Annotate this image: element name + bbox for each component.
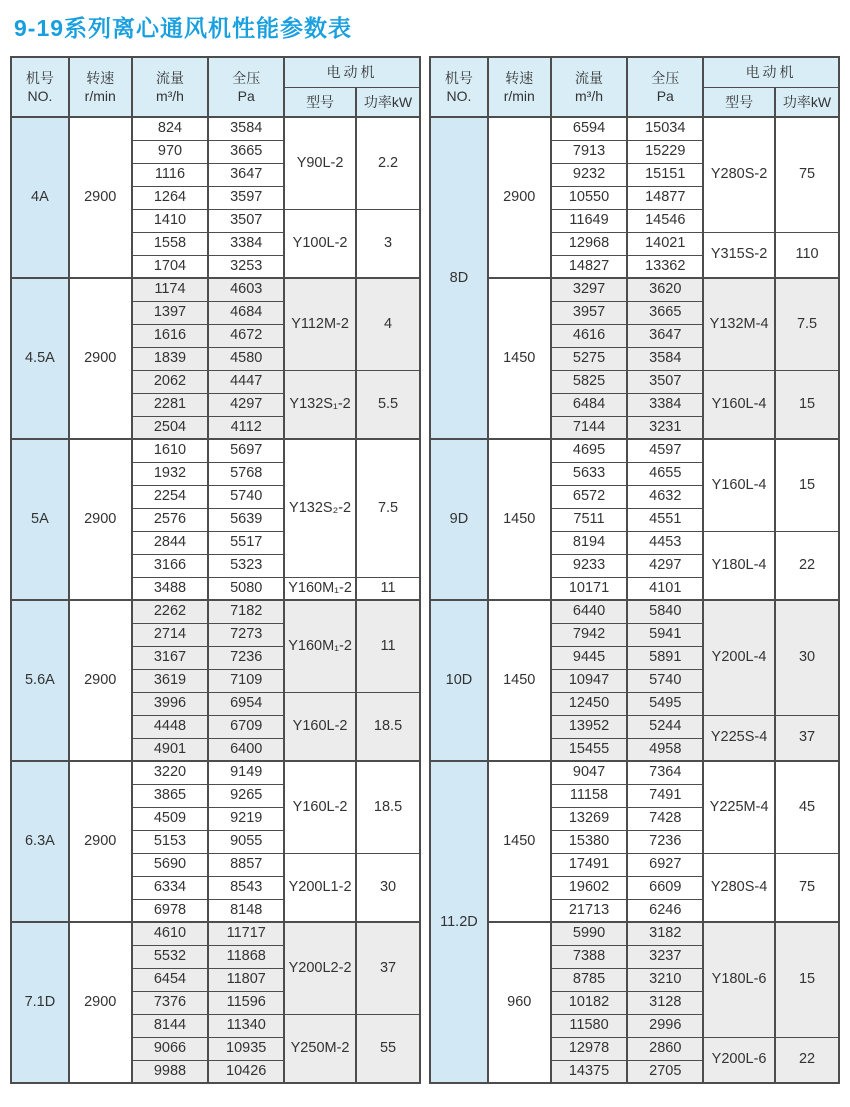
flow-cell: 4448 (132, 715, 209, 738)
header-label: 转速 (505, 69, 534, 86)
motor-power-cell: 18.5 (356, 761, 420, 853)
pressure-cell: 6609 (627, 876, 703, 899)
motor-model-cell: Y200L2-2 (284, 922, 356, 1014)
flow-cell: 11580 (551, 1014, 628, 1037)
col-header-motor: 电动机 (703, 57, 839, 87)
pressure-cell: 4632 (627, 485, 703, 508)
pressure-cell: 3253 (208, 255, 284, 278)
motor-model-cell: Y160L-2 (284, 692, 356, 761)
pressure-cell: 5941 (627, 623, 703, 646)
motor-power-cell: 3 (356, 209, 420, 278)
table-row (11, 922, 420, 945)
pressure-cell: 5697 (208, 439, 284, 462)
pressure-cell: 5840 (627, 600, 703, 623)
pressure-cell: 7236 (208, 646, 284, 669)
pressure-cell: 2860 (627, 1037, 703, 1060)
speed-cell: 2900 (69, 439, 132, 600)
pressure-cell: 7109 (208, 669, 284, 692)
motor-model-cell: Y315S-2 (703, 232, 775, 278)
header-row (11, 57, 420, 87)
header-label: m³/h (575, 88, 604, 104)
pressure-cell: 11717 (208, 922, 284, 945)
flow-cell: 6440 (551, 600, 628, 623)
motor-power-cell: 75 (775, 853, 839, 922)
model-no-cell: 10D (430, 600, 488, 761)
pressure-cell: 10426 (208, 1060, 284, 1083)
flow-cell: 1839 (132, 347, 209, 370)
col-header-motor-model: 型号 (284, 87, 356, 117)
pressure-cell: 4672 (208, 324, 284, 347)
flow-cell: 5532 (132, 945, 209, 968)
table-row (430, 761, 839, 784)
flow-cell: 5690 (132, 853, 209, 876)
pressure-cell: 9265 (208, 784, 284, 807)
model-no-cell: 6.3A (11, 761, 69, 922)
motor-model-cell: Y160L-4 (703, 370, 775, 439)
pressure-cell: 6927 (627, 853, 703, 876)
flow-cell: 1174 (132, 278, 209, 301)
flow-cell: 8144 (132, 1014, 209, 1037)
pressure-cell: 13362 (627, 255, 703, 278)
col-header-speed (488, 57, 551, 117)
motor-power-cell: 30 (356, 853, 420, 922)
flow-cell: 3166 (132, 554, 209, 577)
pressure-cell: 14546 (627, 209, 703, 232)
flow-cell: 1116 (132, 163, 209, 186)
table-row (430, 117, 839, 140)
pressure-cell: 3231 (627, 416, 703, 439)
pressure-cell: 5891 (627, 646, 703, 669)
flow-cell: 3957 (551, 301, 628, 324)
motor-power-cell: 75 (775, 117, 839, 232)
flow-cell: 10171 (551, 577, 628, 600)
header-label: r/min (84, 88, 116, 104)
flow-cell: 1616 (132, 324, 209, 347)
motor-power-cell: 15 (775, 439, 839, 531)
pressure-cell: 3128 (627, 991, 703, 1014)
flow-cell: 1932 (132, 462, 209, 485)
pressure-cell: 4597 (627, 439, 703, 462)
header-label: NO. (446, 88, 472, 104)
pressure-cell: 2705 (627, 1060, 703, 1083)
model-no-cell: 4A (11, 117, 69, 278)
header-label: 机号 (444, 69, 473, 86)
motor-power-cell: 37 (775, 715, 839, 761)
col-header-model-no (430, 57, 488, 117)
speed-cell: 2900 (69, 278, 132, 439)
col-header-motor-power: 功率kW (356, 87, 420, 117)
pressure-cell: 3647 (208, 163, 284, 186)
pressure-cell: 3210 (627, 968, 703, 991)
header-label: 全压 (232, 69, 261, 86)
pressure-cell: 14877 (627, 186, 703, 209)
flow-cell: 5153 (132, 830, 209, 853)
flow-cell: 3297 (551, 278, 628, 301)
motor-model-cell: Y100L-2 (284, 209, 356, 278)
pressure-cell: 7491 (627, 784, 703, 807)
flow-cell: 970 (132, 140, 209, 163)
header-label: 流量 (575, 69, 604, 86)
col-header-motor-model: 型号 (703, 87, 775, 117)
pressure-cell: 15151 (627, 163, 703, 186)
flow-cell: 2281 (132, 393, 209, 416)
pressure-cell: 7273 (208, 623, 284, 646)
motor-power-cell: 5.5 (356, 370, 420, 439)
flow-cell: 7511 (551, 508, 628, 531)
motor-model-cell: Y132S₂-2 (284, 439, 356, 577)
flow-cell: 15380 (551, 830, 628, 853)
speed-cell: 2900 (69, 117, 132, 278)
flow-cell: 3167 (132, 646, 209, 669)
flow-cell: 6572 (551, 485, 628, 508)
pressure-cell: 6246 (627, 899, 703, 922)
motor-power-cell: 22 (775, 531, 839, 600)
flow-cell: 15455 (551, 738, 628, 761)
flow-cell: 10947 (551, 669, 628, 692)
motor-power-cell: 4 (356, 278, 420, 370)
pressure-cell: 8857 (208, 853, 284, 876)
flow-cell: 1558 (132, 232, 209, 255)
flow-cell: 3220 (132, 761, 209, 784)
flow-cell: 2844 (132, 531, 209, 554)
model-no-cell: 5.6A (11, 600, 69, 761)
flow-cell: 9445 (551, 646, 628, 669)
flow-cell: 3488 (132, 577, 209, 600)
pressure-cell: 4551 (627, 508, 703, 531)
pressure-cell: 4580 (208, 347, 284, 370)
motor-model-cell: Y225M-4 (703, 761, 775, 853)
flow-cell: 2262 (132, 600, 209, 623)
motor-power-cell: 11 (356, 600, 420, 692)
flow-cell: 1397 (132, 301, 209, 324)
flow-cell: 7913 (551, 140, 628, 163)
motor-model-cell: Y112M-2 (284, 278, 356, 370)
pressure-cell: 7182 (208, 600, 284, 623)
motor-model-cell: Y280S-2 (703, 117, 775, 232)
pressure-cell: 3237 (627, 945, 703, 968)
pressure-cell: 4447 (208, 370, 284, 393)
flow-cell: 13269 (551, 807, 628, 830)
motor-model-cell: Y200L-4 (703, 600, 775, 715)
motor-power-cell: 37 (356, 922, 420, 1014)
flow-cell: 8785 (551, 968, 628, 991)
flow-cell: 19602 (551, 876, 628, 899)
header-label: Pa (656, 88, 674, 104)
flow-cell: 8194 (551, 531, 628, 554)
col-header-pressure (208, 57, 284, 117)
motor-power-cell: 110 (775, 232, 839, 278)
motor-model-cell: Y132M-4 (703, 278, 775, 370)
speed-cell: 1450 (488, 278, 551, 439)
pressure-cell: 5517 (208, 531, 284, 554)
motor-model-cell: Y200L-6 (703, 1037, 775, 1083)
pressure-cell: 6400 (208, 738, 284, 761)
model-no-cell: 5A (11, 439, 69, 600)
header-label: 流量 (155, 69, 184, 86)
pressure-cell: 3665 (627, 301, 703, 324)
motor-power-cell: 45 (775, 761, 839, 853)
pressure-cell: 4684 (208, 301, 284, 324)
pressure-cell: 3507 (208, 209, 284, 232)
pressure-cell: 5244 (627, 715, 703, 738)
model-no-cell: 7.1D (11, 922, 69, 1083)
motor-power-cell: 15 (775, 370, 839, 439)
table-row (430, 922, 839, 945)
col-header-flow (551, 57, 628, 117)
pressure-cell: 3384 (208, 232, 284, 255)
pressure-cell: 5323 (208, 554, 284, 577)
flow-cell: 3865 (132, 784, 209, 807)
pressure-cell: 3507 (627, 370, 703, 393)
speed-cell: 1450 (488, 761, 551, 922)
pressure-cell: 4603 (208, 278, 284, 301)
speed-cell: 2900 (69, 761, 132, 922)
pressure-cell: 5740 (208, 485, 284, 508)
motor-power-cell: 30 (775, 600, 839, 715)
pressure-cell: 9219 (208, 807, 284, 830)
flow-cell: 7144 (551, 416, 628, 439)
flow-cell: 6594 (551, 117, 628, 140)
flow-cell: 11158 (551, 784, 628, 807)
motor-model-cell: Y160L-2 (284, 761, 356, 853)
flow-cell: 7942 (551, 623, 628, 646)
motor-model-cell: Y160M₁-2 (284, 600, 356, 692)
pressure-cell: 3584 (208, 117, 284, 140)
flow-cell: 1704 (132, 255, 209, 278)
speed-cell: 2900 (69, 922, 132, 1083)
header-label: m³/h (155, 88, 184, 104)
flow-cell: 17491 (551, 853, 628, 876)
flow-cell: 6334 (132, 876, 209, 899)
flow-cell: 6484 (551, 393, 628, 416)
header-label: 转速 (86, 69, 115, 86)
pressure-cell: 3182 (627, 922, 703, 945)
pressure-cell: 7364 (627, 761, 703, 784)
col-header-flow (132, 57, 209, 117)
pressure-cell: 6709 (208, 715, 284, 738)
table-row (430, 439, 839, 462)
pressure-cell: 11340 (208, 1014, 284, 1037)
flow-cell: 12978 (551, 1037, 628, 1060)
speed-cell: 1450 (488, 600, 551, 761)
pressure-cell: 11596 (208, 991, 284, 1014)
header-label: NO. (27, 88, 53, 104)
model-no-cell: 9D (430, 439, 488, 600)
table-body-right (430, 117, 839, 1083)
flow-cell: 4509 (132, 807, 209, 830)
pressure-cell: 7236 (627, 830, 703, 853)
fan-spec-table-left (10, 56, 421, 1084)
pressure-cell: 11807 (208, 968, 284, 991)
pressure-cell: 3584 (627, 347, 703, 370)
speed-cell: 2900 (488, 117, 551, 278)
flow-cell: 5990 (551, 922, 628, 945)
pressure-cell: 4101 (627, 577, 703, 600)
flow-cell: 1610 (132, 439, 209, 462)
pressure-cell: 10935 (208, 1037, 284, 1060)
motor-power-cell: 18.5 (356, 692, 420, 761)
flow-cell: 2254 (132, 485, 209, 508)
motor-model-cell: Y225S-4 (703, 715, 775, 761)
motor-power-cell: 15 (775, 922, 839, 1037)
pressure-cell: 5740 (627, 669, 703, 692)
flow-cell: 3619 (132, 669, 209, 692)
table-row (11, 439, 420, 462)
flow-cell: 4695 (551, 439, 628, 462)
motor-model-cell: Y180L-6 (703, 922, 775, 1037)
flow-cell: 1264 (132, 186, 209, 209)
flow-cell: 13952 (551, 715, 628, 738)
flow-cell: 2062 (132, 370, 209, 393)
model-no-cell: 11.2D (430, 761, 488, 1083)
flow-cell: 4616 (551, 324, 628, 347)
header-label: r/min (503, 88, 535, 104)
model-no-cell: 4.5A (11, 278, 69, 439)
flow-cell: 9066 (132, 1037, 209, 1060)
flow-cell: 6978 (132, 899, 209, 922)
flow-cell: 14827 (551, 255, 628, 278)
table-row (430, 278, 839, 301)
motor-model-cell: Y200L1-2 (284, 853, 356, 922)
pressure-cell: 8148 (208, 899, 284, 922)
flow-cell: 1410 (132, 209, 209, 232)
pressure-cell: 3665 (208, 140, 284, 163)
flow-cell: 12968 (551, 232, 628, 255)
speed-cell: 1450 (488, 439, 551, 600)
speed-cell: 960 (488, 922, 551, 1083)
col-header-motor: 电动机 (284, 57, 420, 87)
pressure-cell: 15229 (627, 140, 703, 163)
table-row (11, 117, 420, 140)
pressure-cell: 4655 (627, 462, 703, 485)
col-header-speed (69, 57, 132, 117)
motor-power-cell: 11 (356, 577, 420, 600)
pressure-cell: 5080 (208, 577, 284, 600)
pressure-cell: 4297 (627, 554, 703, 577)
pressure-cell: 3384 (627, 393, 703, 416)
flow-cell: 9047 (551, 761, 628, 784)
pressure-cell: 7428 (627, 807, 703, 830)
flow-cell: 824 (132, 117, 209, 140)
motor-model-cell: Y250M-2 (284, 1014, 356, 1083)
motor-model-cell: Y160L-4 (703, 439, 775, 531)
page-title: 9-19系列离心通风机性能参数表 (14, 15, 353, 41)
flow-cell: 4901 (132, 738, 209, 761)
flow-cell: 21713 (551, 899, 628, 922)
flow-cell: 11649 (551, 209, 628, 232)
pressure-cell: 11868 (208, 945, 284, 968)
pressure-cell: 4453 (627, 531, 703, 554)
flow-cell: 5825 (551, 370, 628, 393)
pressure-cell: 3647 (627, 324, 703, 347)
table-row (11, 761, 420, 784)
speed-cell: 2900 (69, 600, 132, 761)
header-label: 机号 (25, 69, 54, 86)
flow-cell: 2504 (132, 416, 209, 439)
motor-model-cell: Y132S₁-2 (284, 370, 356, 439)
motor-power-cell: 2.2 (356, 117, 420, 209)
pressure-cell: 5495 (627, 692, 703, 715)
pressure-cell: 9055 (208, 830, 284, 853)
pressure-cell: 3597 (208, 186, 284, 209)
col-header-motor-power: 功率kW (775, 87, 839, 117)
pressure-cell: 5768 (208, 462, 284, 485)
flow-cell: 2576 (132, 508, 209, 531)
table-row (430, 600, 839, 623)
pressure-cell: 15034 (627, 117, 703, 140)
flow-cell: 6454 (132, 968, 209, 991)
flow-cell: 4610 (132, 922, 209, 945)
table-body-left (11, 117, 420, 1083)
motor-model-cell: Y180L-4 (703, 531, 775, 600)
motor-model-cell: Y90L-2 (284, 117, 356, 209)
col-header-pressure (627, 57, 703, 117)
pressure-cell: 14021 (627, 232, 703, 255)
header-label: 全压 (651, 69, 680, 86)
col-header-model-no (11, 57, 69, 117)
motor-model-cell: Y280S-4 (703, 853, 775, 922)
motor-model-cell: Y160M₁-2 (284, 577, 356, 600)
pressure-cell: 4958 (627, 738, 703, 761)
motor-power-cell: 7.5 (775, 278, 839, 370)
header-label: Pa (237, 88, 255, 104)
flow-cell: 14375 (551, 1060, 628, 1083)
pressure-cell: 5639 (208, 508, 284, 531)
flow-cell: 12450 (551, 692, 628, 715)
flow-cell: 7388 (551, 945, 628, 968)
flow-cell: 10182 (551, 991, 628, 1014)
flow-cell: 9233 (551, 554, 628, 577)
pressure-cell: 9149 (208, 761, 284, 784)
pressure-cell: 6954 (208, 692, 284, 715)
flow-cell: 5633 (551, 462, 628, 485)
motor-power-cell: 22 (775, 1037, 839, 1083)
model-no-cell: 8D (430, 117, 488, 439)
pressure-cell: 4112 (208, 416, 284, 439)
fan-spec-table-right (429, 56, 840, 1084)
pressure-cell: 2996 (627, 1014, 703, 1037)
tables-container (0, 56, 850, 1084)
table-row (11, 600, 420, 623)
flow-cell: 10550 (551, 186, 628, 209)
flow-cell: 9232 (551, 163, 628, 186)
flow-cell: 5275 (551, 347, 628, 370)
flow-cell: 9988 (132, 1060, 209, 1083)
header-row (430, 57, 839, 87)
flow-cell: 7376 (132, 991, 209, 1014)
table-row (11, 278, 420, 301)
flow-cell: 2714 (132, 623, 209, 646)
pressure-cell: 3620 (627, 278, 703, 301)
pressure-cell: 4297 (208, 393, 284, 416)
motor-power-cell: 7.5 (356, 439, 420, 577)
pressure-cell: 8543 (208, 876, 284, 899)
flow-cell: 3996 (132, 692, 209, 715)
motor-power-cell: 55 (356, 1014, 420, 1083)
